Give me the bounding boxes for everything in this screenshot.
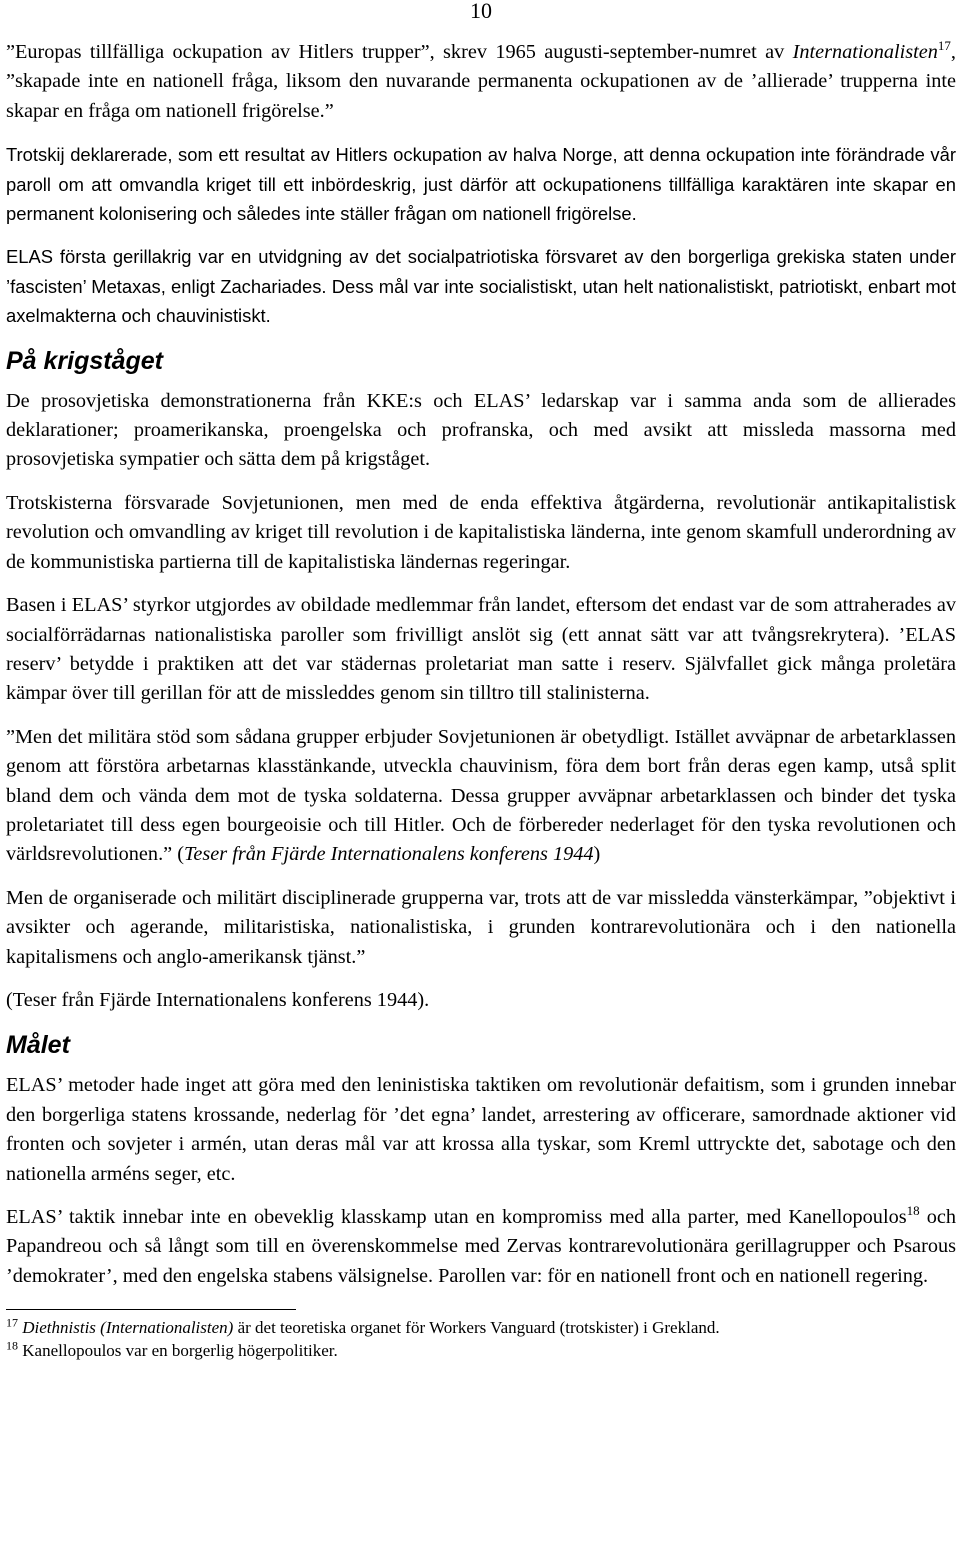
paragraph-text: ELAS’ taktik innebar inte en obeveklig klasskamp utan en kompromiss med alla parter, med Kanellopoulos xyxy=(6,1206,907,1228)
paragraph-5: Trotskisterna försvarade Sovjetunionen, men med de enda effektiva åtgärderna, revolutionär antikapitalistisk revolution och omvandling av kriget till revolution i de kapitalistiska länderna, inte genom skamfull underordning av de kommunistiska partierna till de kapitalistiska ländernas regeringar. xyxy=(6,491,956,573)
footnote-number: 18 xyxy=(6,1338,18,1353)
paragraph-text: och Papandreou och så långt som till en överenskommelse med Zervas kontrarevolutionära gerillagrupper och Psarous ’demokrater’, med den engelska stabens välsignelse. Parollen var: för en nationell front och en nationell regering. xyxy=(6,1206,956,1287)
footnote-ref-18[interactable]: 18 xyxy=(906,1203,920,1219)
footnote-18 xyxy=(6,1339,956,1362)
paragraph-8: Men de organiserade och militärt disciplinerade grupperna var, trots att de var missledda vänsterkämpar, ”objektivt i avsikter och agerande, militaristiska, nationalistiska, i grunden kontrarevolutionära och i den nationella kapitalismens och anglo-amerikansk tjänst.” xyxy=(6,886,956,968)
paragraph-11 xyxy=(6,1203,956,1291)
footnote-italic: Diethnistis (Internationalisten) xyxy=(22,1318,234,1338)
document-body xyxy=(6,38,956,1362)
section-heading-malet: Målet xyxy=(6,1031,70,1060)
footnote-text: Kanellopoulos var en borgerlig högerpolitiker. xyxy=(22,1341,338,1361)
section-heading-krigstaget: På krigståget xyxy=(6,346,164,375)
footnote-text: är det teoretiska organet för Workers Vanguard (trotskister) i Grekland. xyxy=(233,1318,720,1338)
paragraph-text: ”Europas tillfälliga ockupation av Hitlers trupper”, skrev 1965 augusti-september-numret av xyxy=(6,41,793,63)
paragraph-4: De prosovjetiska demonstrationerna från KKE:s och ELAS’ ledarskap var i samma anda som de allierades deklarationer; proamerikanska, proengelska och profranska, och med avsikt att missleda massorna med prosovjetiska sympatier och sätta dem på krigståget. xyxy=(6,389,956,471)
footnote-ref-17[interactable]: 17 xyxy=(937,38,951,54)
paragraph-text: ) xyxy=(593,843,601,866)
paragraph-text: ”Men det militära stöd som sådana grupper erbjuder Sovjetunionen är obetydligt. Istället avväpnar de arbetarklassen genom att förstöra arbetarnas klasstänkande, utveckla chauvinism, föra dem bort från deras egen kamp, utså split bland dem och vända dem mot de tyska soldaterna. Dessa grupper avväpnar arbetarklassen och binder det tyska proletariatet till dess egen bourgeoisie och till Hitler. Och de förbereder nederlaget för den tyska revolutionen och världsrevolutionen.” ( xyxy=(6,725,956,866)
footnote-divider xyxy=(6,1309,296,1310)
paragraph-2: Trotskij deklarerade, som ett resultat av Hitlers ockupation av halva Norge, att denna ockupation inte förändrade vår paroll om att omvandla kriget till ett inbördeskrig, just därför att ockupationens tillfälliga karaktären inte skapar en permanent kolonisering och således inte ställer frågan om nationell frigörelse. xyxy=(6,144,956,225)
paragraph-3: ELAS första gerillakrig var en utvidgning av det socialpatriotiska försvaret av den borgerliga grekiska staten under ’fascisten’ Metaxas, enligt Zachariades. Dess mål var inte socialistiskt, utan helt nationalistiskt, patriotiskt, enbart mot axelmakterna och chauvinistiskt. xyxy=(6,246,956,327)
paragraph-10: ELAS’ metoder hade inget att göra med den leninistiska taktiken om revolutionär defaitism, som i grunden innebar den borgerliga statens krossande, nederlag för ’det egna’ landet, arrestering av officerare, samordnade aktioner vid fronten och sovjeter i armén, utan deras mål var att krossa alla tyskar, som Kreml uttryckte det, sabotage och den nationella arméns seger, etc. xyxy=(6,1074,956,1185)
paragraph-text: , ”skapade inte en nationell fråga, liksom den nuvarande permanenta ockupationen av de ’allierade’ trupperna inte skapar en fråga om nationell frigörelse.” xyxy=(6,41,956,122)
paragraph-9: (Teser från Fjärde Internationalens konferens 1944). xyxy=(6,988,430,1011)
footnote-17 xyxy=(6,1316,956,1339)
italic-citation: Teser från Fjärde Internationalens konferens 1944 xyxy=(183,843,594,866)
paragraph-7 xyxy=(6,723,956,870)
page-number: 10 xyxy=(470,0,492,23)
paragraph-1 xyxy=(6,38,956,126)
paragraph-6: Basen i ELAS’ styrkor utgjordes av obildade medlemmar från landet, eftersom det endast var de som attraherades av socialförrädarnas nationalistiska paroller som frivilligt anslöt sig (ett annat sätt var att tvångsrekrytera). ’ELAS reserv’ betydde i praktiken att det var städernas proletariat man satte i reserv. Självfallet gick många proletära kämpar över till gerillan för att de missleddes genom sin tilltro till stalinisterna. xyxy=(6,594,956,705)
italic-title: Internationalisten xyxy=(792,41,938,63)
footnote-number: 17 xyxy=(6,1315,18,1330)
